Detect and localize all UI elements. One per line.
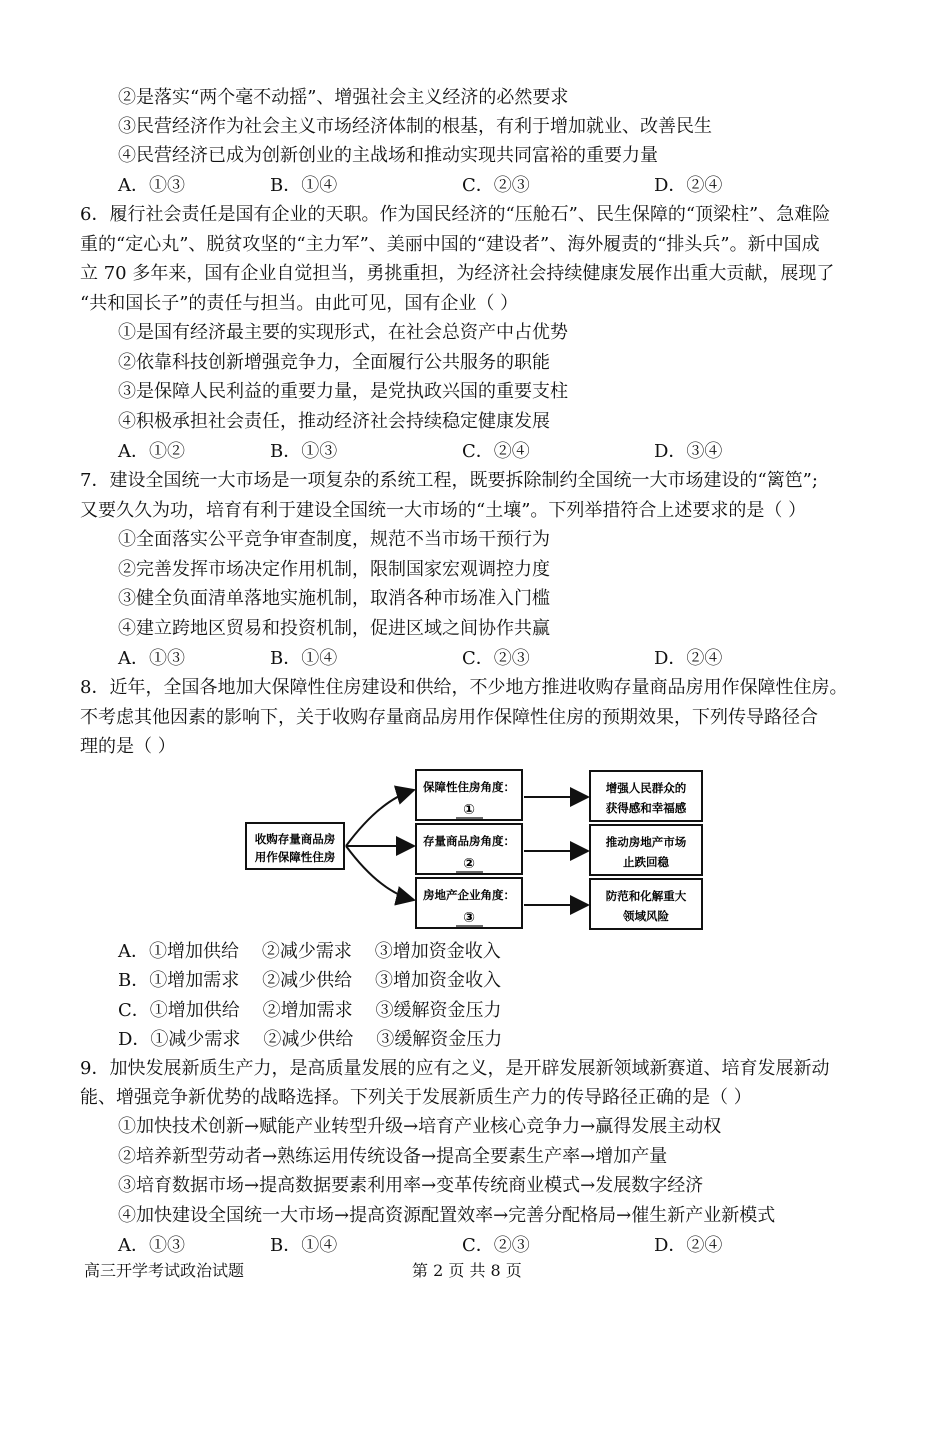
q7-choice-c: C．②③ <box>462 648 530 669</box>
q7-option: ③健全负面清单落地实施机制，取消各种市场准入门槛 <box>118 588 550 609</box>
q6-option: ②依靠科技创新增强竞争力，全面履行公共服务的职能 <box>118 352 550 373</box>
q9-option: ①加快技术创新→赋能产业转型升级→培育产业核心竞争力→赢得发展主动权 <box>118 1116 722 1137</box>
q5-choice-b: B．①④ <box>270 175 338 196</box>
q8-option: D．①减少需求 ②减少供给 ③缓解资金压力 <box>118 1029 503 1050</box>
q5-choice-a: A．①③ <box>118 175 185 196</box>
q9-choice-d: D．②④ <box>654 1235 723 1256</box>
diagram-result-text: 增强人民群众的 <box>605 781 687 795</box>
q9-choice-a: A．①③ <box>118 1235 185 1256</box>
q8-option: C．①增加供给 ②增加需求 ③缓解资金压力 <box>118 1000 502 1021</box>
diagram-mid-label: 房地产企业角度： <box>423 888 515 902</box>
q5-option-3: ③民营经济作为社会主义市场经济体制的根基，有利于增加就业、改善民生 <box>118 116 712 137</box>
diagram-result-text: 止跌回稳 <box>623 855 669 869</box>
q7-option: ②完善发挥市场决定作用机制，限制国家宏观调控力度 <box>118 559 550 580</box>
diagram-arrow <box>346 846 414 900</box>
q6-choice-d: D．③④ <box>654 441 723 462</box>
q5-choice-c: C．②③ <box>462 175 530 196</box>
q6-option: ③是保障人民利益的重要力量，是党执政兴国的重要支柱 <box>118 381 568 402</box>
diagram-result-text: 领域风险 <box>623 909 669 923</box>
footer-exam-title: 高三开学考试政治试题 <box>84 1261 245 1280</box>
q5-option-2: ②是落实“两个毫不动摇”、增强社会主义经济的必然要求 <box>118 87 569 108</box>
q8-option: B．①增加需求 ②减少供给 ③增加资金收入 <box>118 970 501 991</box>
diagram-result-text: 推动房地产市场 <box>605 835 687 849</box>
diagram-mid-label: 存量商品房角度： <box>423 834 515 848</box>
q9-option: ③培育数据市场→提高数据要素利用率→变革传统商业模式→发展数字经济 <box>118 1175 704 1196</box>
diagram-mid-label: 保障性住房角度： <box>423 780 515 794</box>
q7-choice-b: B．①④ <box>270 648 338 669</box>
q8-stem-line: 理的是（ ） <box>80 736 176 757</box>
diagram-source-text: 收购存量商品房 <box>254 832 336 846</box>
q7-choice-a: A．①③ <box>118 648 185 669</box>
q6-stem-line: 重的“定心丸”、脱贫攻坚的“主力军”、美丽中国的“建设者”、海外履责的“排头兵”。新中国成 <box>80 234 820 255</box>
q9-stem-line: 能、增强竞争新优势的战略选择。下列关于发展新质生产力的传导路径正确的是（ ） <box>80 1087 752 1108</box>
q9-option: ④加快建设全国统一大市场→提高资源配置效率→完善分配格局→催生新产业新模式 <box>118 1205 776 1226</box>
q6-choice-a: A．①② <box>118 441 185 462</box>
q8-stem-line: 8．近年，全国各地加大保障性住房建设和供给，不少地方推进收购存量商品房用作保障性住房。 <box>80 677 848 698</box>
q9-choice-c: C．②③ <box>462 1235 530 1256</box>
q8-stem-line: 不考虑其他因素的影响下，关于收购存量商品房用作保障性住房的预期效果，下列传导路径合 <box>80 707 818 728</box>
q6-stem-line: “共和国长子”的责任与担当。由此可见，国有企业（ ） <box>80 293 519 314</box>
q9-option: ②培养新型劳动者→熟练运用传统设备→提高全要素生产率→增加产量 <box>118 1146 668 1167</box>
q6-choice-b: B．①③ <box>270 441 338 462</box>
diagram-mid-mark: ① <box>463 802 475 818</box>
q6-option: ①是国有经济最主要的实现形式，在社会总资产中占优势 <box>118 322 568 343</box>
q9-choice-b: B．①④ <box>270 1235 338 1256</box>
q5-option-4: ④民营经济已成为创新创业的主战场和推动实现共同富裕的重要力量 <box>118 145 658 166</box>
diagram-mid-mark: ③ <box>463 910 475 926</box>
q7-option: ①全面落实公平竞争审查制度，规范不当市场干预行为 <box>118 529 550 550</box>
q8-option: A．①增加供给 ②减少需求 ③增加资金收入 <box>118 941 501 962</box>
q5-choice-d: D．②④ <box>654 175 723 196</box>
q6-stem-line: 立 70 多年来，国有企业自觉担当，勇挑重担，为经济社会持续健康发展作出重大贡献，展现了 <box>80 263 835 284</box>
q6-option: ④积极承担社会责任，推动经济社会持续稳定健康发展 <box>118 411 550 432</box>
q6-stem-line: 6．履行社会责任是国有企业的天职。作为国民经济的“压舱石”、民生保障的“顶梁柱”、急难险 <box>80 204 831 225</box>
diagram-source-text: 用作保障性住房 <box>254 850 336 864</box>
footer-page-number: 第 2 页 共 8 页 <box>412 1261 522 1280</box>
diagram-mid-mark: ② <box>463 856 475 872</box>
diagram-result-text: 防范和化解重大 <box>605 889 687 903</box>
diagram-arrow <box>346 790 414 846</box>
q7-stem-line: 7．建设全国统一大市场是一项复杂的系统工程，既要拆除制约全国统一大市场建设的“篱笆”; <box>80 470 818 491</box>
q7-choice-d: D．②④ <box>654 648 723 669</box>
q9-stem-line: 9．加快发展新质生产力，是高质量发展的应有之义，是开辟发展新领域新赛道、培育发展新动 <box>80 1058 830 1079</box>
q7-option: ④建立跨地区贸易和投资机制，促进区域之间协作共赢 <box>118 618 550 639</box>
q7-stem-line: 又要久久为功，培育有利于建设全国统一大市场的“土壤”。下列举措符合上述要求的是（ ） <box>80 500 807 521</box>
q6-choice-c: C．②④ <box>462 441 530 462</box>
diagram-result-text: 获得感和幸福感 <box>605 801 687 815</box>
